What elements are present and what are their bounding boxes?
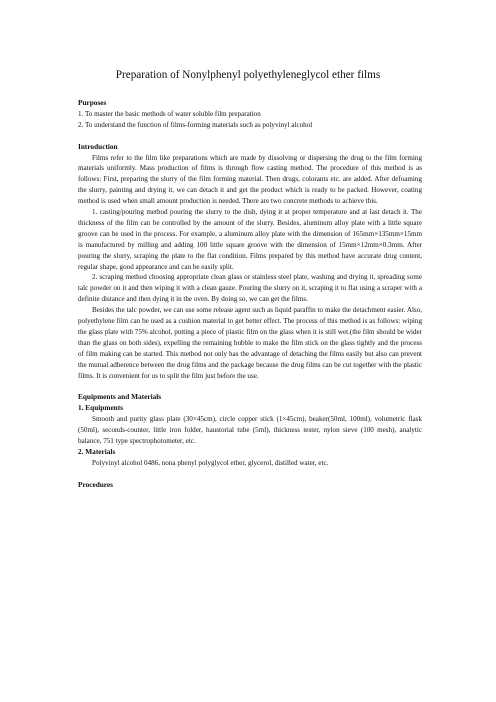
intro-paragraph: Besides the talc powder, we can use some release agent such as liquid paraffin to make the detachment easier. Also, polyethylene film can be used as a cushion material to get better effect. The process of this method is as follows: wiping the glass plate with 75% alcohol, putting a piece of plastic film on the glass when it is still wet.(the film should be wider than the glass on both sides), expelling the remaining bubble to make the film stick on the glass tightly and the process of film making can be started. This method not only has the advantage of detaching the films easily but also can prevent the mutual adherence between the drug films and the package because the drug films can be cut together with the plastic films. It is convenient for us to split the film just before the use. xyxy=(78,306,422,380)
section-gap xyxy=(78,469,422,480)
purposes-heading: Purposes xyxy=(78,98,107,107)
purpose-item: 1. To master the basic methods of water soluble film preparation xyxy=(78,109,261,118)
document-body xyxy=(78,98,422,491)
intro-paragraph: 1. casting/pouring method pouring the slurry to the dish, dying it at proper temperature and at last detach it. The thickness of the film can be controlled by the amount of the slurry. Besides, aluminum alloy plate with a little square groove can be used in the process. For example, a aluminum alloy plate with the dimension of 165mm×135mm×15mm is manufactured by milling and adding 100 little square groove with the dimension of 15mm×12mm×0.3mm. After pouring the slurry, scraping the plate to the flat condition. Films prepared by this method have accurate drug content, regular shape, good appearance and can be easily split. xyxy=(78,208,422,271)
equipments-subheading: 1. Equipments xyxy=(78,403,124,413)
section-gap xyxy=(78,382,422,393)
purpose-item: 2. To understand the function of films-forming materials such as polyvinyl alcohol xyxy=(78,120,313,129)
equipments-text: Smooth and purity glass plate (30×45cm), circle copper stick (1×45cm), beaker(50ml, 100ml), volumetric flask (50ml), seconds-counter, little iron folder, haustorial tube (5ml), thickness tester, nylon sieve (100 mesh), analytic balance, 751 type spectrophotometer, etc. xyxy=(78,415,422,446)
intro-paragraph: Films refer to the film like preparations which are made by dissolving or dispersing the drug to the film forming materials uniformly. Mass production of films is through flow casting method. The procedure of this method is as follows: First, preparing the slurry of the film forming material. Then drugs, colorants etc. are added. After defoaming the slurry, painting and drying it, we can detach it and get the product which is ready to be packed. However, coating method is used when small amount production is needed. There are two concrete methods to achieve this. xyxy=(78,153,422,206)
document-title: Preparation of Nonylphenyl polyethyleneglycol ether films xyxy=(115,69,381,81)
materials-subheading: 2. Materials xyxy=(78,446,116,456)
materials-text: Polyvinyl alcohol 0486, nona phenyl polyglycol ether, glycerol, distilled water, etc. xyxy=(92,458,329,467)
section-gap xyxy=(78,131,422,142)
procedures-heading: Procedures xyxy=(78,479,113,489)
equipment-heading: Equipments and Materials xyxy=(78,392,162,402)
intro-paragraph: 2. scraping method choosing appropriate clean glass or stainless steel plate, washing and drying it, spreading some talc powder on it and then wiping it with a clean gauze. Pouring the slurry on it, scraping it to flat using a scraper with a definite distance and then dying it in the oven. By doing so, we can get the films. xyxy=(78,273,422,304)
introduction-heading: Introduction xyxy=(78,141,118,151)
